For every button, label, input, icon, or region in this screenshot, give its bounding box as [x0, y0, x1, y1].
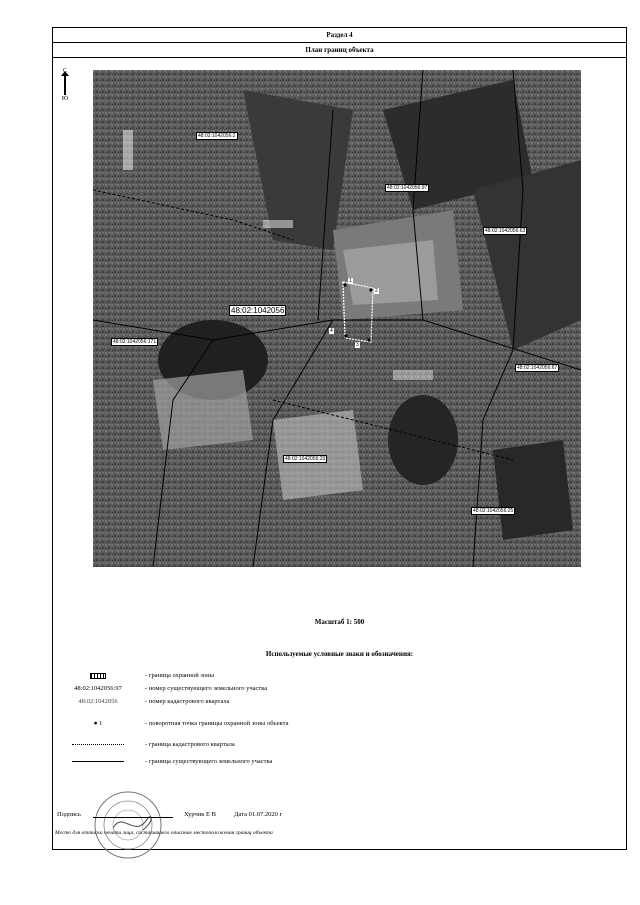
legend-text: - номер кадастрового квартала: [145, 698, 230, 705]
legend-symbol: [53, 758, 143, 765]
legend-item: [53, 672, 626, 683]
legend-item: [53, 758, 626, 769]
quarter-label: 48:02:1042056: [231, 306, 285, 315]
signature-label: Подпись: [57, 811, 81, 818]
legend-item: [53, 720, 626, 731]
legend-symbol: [53, 672, 143, 679]
legend-text: - граница кадастрового квартала: [145, 741, 235, 748]
solid-line-icon: [72, 761, 124, 762]
parcel-label: 48:02:1042056:33: [285, 456, 326, 462]
legend-symbol: [53, 741, 143, 748]
legend-text: - граница охранной зоны: [145, 672, 214, 679]
stamp-icon: [93, 790, 163, 860]
footnote-text: Место для оттиска печати лица, составившего описание местоположения границ объекта: [55, 830, 273, 836]
signature-date: Дата 01.07.2020 г: [234, 811, 283, 818]
aerial-map: [93, 70, 581, 567]
legend-symbol: 48:02:1042056:97: [74, 685, 122, 692]
parcel-label: 48:02:1042056:171: [113, 339, 157, 345]
arrow-icon: [64, 75, 66, 95]
point-number: 2: [375, 288, 378, 294]
parcel-label: 48:02:1042056:97: [387, 185, 428, 191]
page-title: План границ объекта: [53, 43, 626, 58]
point-number: 3: [356, 342, 359, 348]
document-frame: [52, 27, 627, 850]
map-scale: Масштаб 1: 500: [314, 618, 365, 626]
point-number: 4: [330, 328, 333, 334]
legend-title: Используемые условные знаки и обозначения:: [265, 650, 414, 658]
signature-line: [93, 817, 173, 818]
legend-text: - поворотная точка границы охранной зоны объекта: [145, 720, 289, 727]
parcel-label: 48:02:1042056:2: [198, 133, 236, 139]
compass-south-label: Ю: [61, 96, 69, 102]
signer-name: Хурчик Е В: [184, 811, 216, 818]
north-arrow: [59, 68, 71, 102]
parcel-label: 48:02:1042056:63: [485, 228, 526, 234]
legend-item: [53, 685, 626, 696]
parcel-label: 48:02:1042056:67: [517, 365, 558, 371]
legend-item: [53, 741, 626, 752]
legend-text: - граница существующего земельного участка: [145, 758, 273, 765]
point-number: 1: [349, 278, 352, 284]
dotted-line-icon: [72, 744, 124, 745]
legend-item: [53, 698, 626, 709]
section-heading: Раздел 4: [53, 28, 626, 43]
aerial-image: [93, 70, 581, 567]
legend-symbol: ● 1: [93, 720, 103, 727]
hatched-rect-icon: [90, 673, 106, 679]
legend-text: - номер существующего земельного участка: [145, 685, 268, 692]
legend-symbol: 48:02:1042056: [78, 698, 118, 705]
parcel-label: 48:02:1042056:25: [473, 508, 514, 514]
